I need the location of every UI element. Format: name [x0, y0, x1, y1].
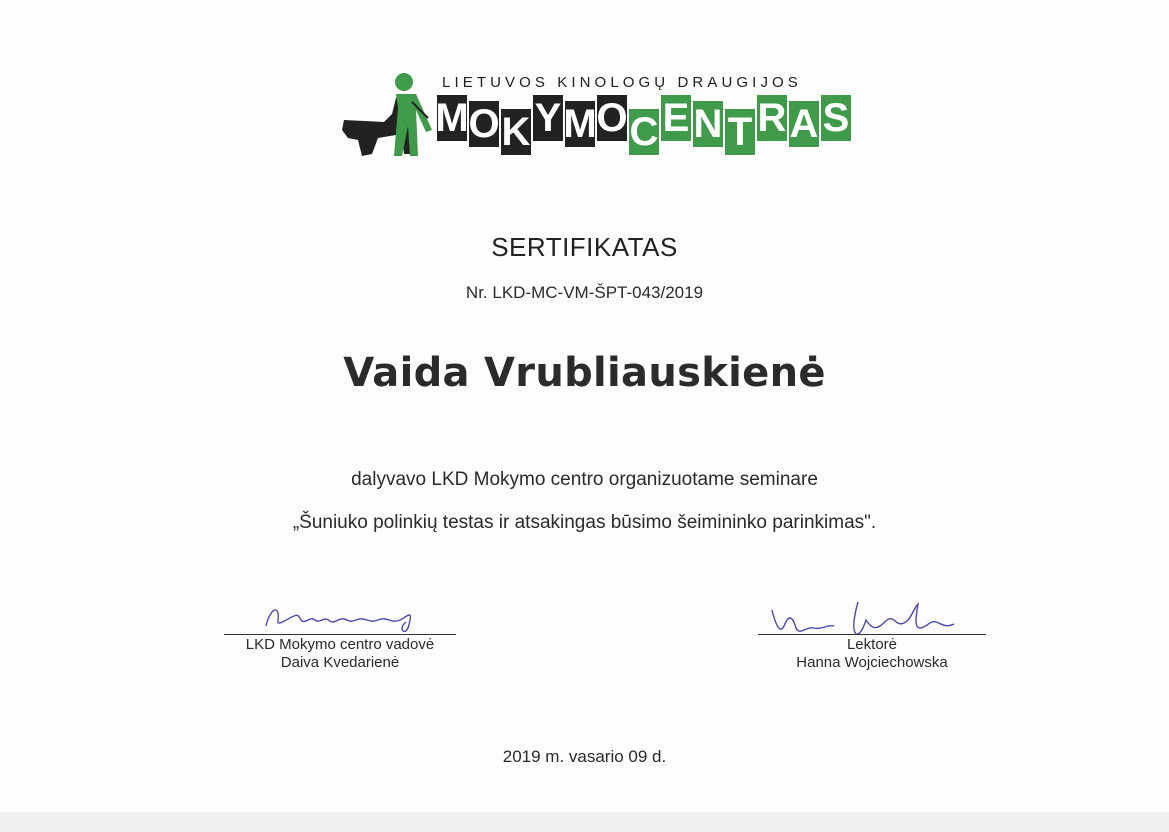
left-signature-line — [224, 634, 456, 635]
certificate-number: Nr. LKD-MC-VM-ŠPT-043/2019 — [465, 283, 704, 302]
wordmark-letter: N — [693, 101, 723, 146]
right-signatory-role: Lektorė — [846, 636, 898, 653]
wordmark-letter: K — [501, 109, 531, 154]
right-signature-line — [758, 634, 986, 635]
dog-handler-logo-icon — [336, 68, 446, 164]
logo-org-name: LIETUVOS KINOLOGŲ DRAUGIJOS — [442, 74, 802, 91]
left-signatory-name: Daiva Kvedarienė — [280, 654, 400, 671]
wordmark-letter: C — [629, 109, 659, 154]
wordmark-letter: M — [563, 101, 597, 146]
participation-text: dalyvavo LKD Mokymo centro organizuotame seminare — [351, 469, 818, 490]
wordmark-letter: S — [822, 95, 850, 140]
wordmark-letter: O — [468, 101, 500, 146]
wordmark-letter: O — [596, 95, 628, 140]
logo-wordmark — [437, 95, 853, 157]
wordmark-letter: T — [725, 109, 755, 155]
left-signatory-role: LKD Mokymo centro vadovė — [245, 636, 435, 653]
left-signature-icon — [258, 598, 428, 638]
wordmark-letter: Y — [534, 95, 562, 140]
scan-edge — [0, 812, 1169, 832]
recipient-name: Vaida Vrubliauskienė — [343, 350, 826, 396]
seminar-title: „Šuniuko polinkių testas ir atsakingas būsimo šeimininko parinkimas". — [292, 512, 877, 533]
right-signatory-name: Hanna Wojciechowska — [796, 654, 948, 671]
left-signatory — [224, 636, 456, 672]
wordmark-letter: R — [757, 95, 787, 140]
certificate-title: SERTIFIKATAS — [491, 232, 678, 262]
right-signatory — [758, 636, 986, 672]
certificate-date: 2019 m. vasario 09 d. — [502, 747, 667, 766]
wordmark-letter: M — [435, 95, 469, 140]
wordmark-letter: A — [789, 101, 819, 146]
wordmark-letter: E — [662, 95, 690, 140]
